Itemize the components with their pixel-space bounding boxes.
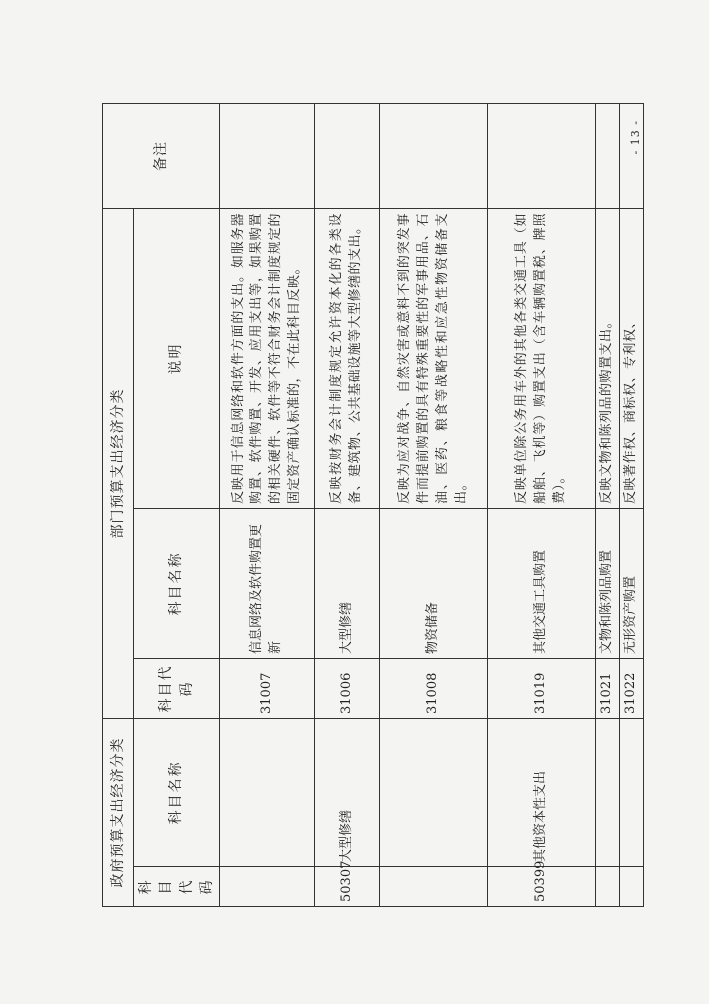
table-row [488, 104, 596, 907]
gov-name-cell [596, 719, 620, 867]
group-header-row [103, 104, 134, 907]
desc-cell: 反映按财务会计制度规定允许资本化的各类设备、建筑物、公共基础设施等大型修缮的支出。 [315, 209, 380, 509]
gov-name-cell: 大型修缮 [315, 719, 380, 867]
remark-cell [488, 104, 596, 209]
remark-header: 备注 [103, 104, 220, 209]
dept-name-cell: 物资储备 [380, 509, 488, 659]
gov-code-cell: 50307 [315, 867, 380, 907]
desc-header: 说明 [134, 209, 220, 509]
desc-cell: 反映为应对战争、自然灾害或意料不到的突发事件而提前购置的具有特殊重要性的军事用品、石油、医药、粮食等战略性和应急性物资储备支出。 [380, 209, 488, 509]
page-number: - 13 - [629, 120, 642, 155]
dept-name-header: 科目名称 [134, 509, 220, 659]
table-row [380, 104, 488, 907]
dept-code-cell: 31022 [620, 659, 644, 719]
dept-name-cell: 无形资产购置 [620, 509, 644, 659]
dept-code-cell: 31008 [380, 659, 488, 719]
dept-name-cell: 其他交通工具购置 [488, 509, 596, 659]
table-row [620, 104, 644, 907]
remark-cell [596, 104, 620, 209]
desc-cell: 反映用于信息网络和软件方面的支出。如服务器购置、软件购置、开发、应用支出等，如果购置的相关硬件、软件等不符合财务会计制度规定的固定资产确认标准的，不在此科目反映。 [220, 209, 315, 509]
gov-name-header: 科目名称 [134, 719, 220, 867]
desc-cell: 反映著作权、商标权、专利权、 [620, 209, 644, 509]
dept-code-cell: 31007 [220, 659, 315, 719]
column-header-row [134, 104, 220, 907]
dept-code-cell: 31019 [488, 659, 596, 719]
desc-cell: 反映单位除公务用车外的其他各类交通工具（如船舶、飞机等）购置支出（含车辆购置税、牌照费）。 [488, 209, 596, 509]
table-row [315, 104, 380, 907]
gov-code-cell [620, 867, 644, 907]
classification-table [102, 103, 644, 907]
gov-name-cell [220, 719, 315, 867]
gov-code-cell [380, 867, 488, 907]
dept-code-cell: 31021 [596, 659, 620, 719]
gov-name-cell: 其他资本性支出 [488, 719, 596, 867]
gov-code-cell: 50399 [488, 867, 596, 907]
table-row [596, 104, 620, 907]
dept-group-header: 部门预算支出经济分类 [103, 209, 134, 719]
gov-name-cell [620, 719, 644, 867]
desc-cell: 反映文物和陈列品的购置支出。 [596, 209, 620, 509]
table-row [220, 104, 315, 907]
gov-code-header: 科目代码 [134, 867, 220, 907]
remark-cell [620, 104, 644, 209]
remark-cell [220, 104, 315, 209]
dept-name-cell: 信息网络及软件购置更新 [220, 509, 315, 659]
dept-name-cell: 文物和陈列品购置 [596, 509, 620, 659]
gov-code-cell [220, 867, 315, 907]
dept-code-header: 科目代码 [134, 659, 220, 719]
remark-cell [315, 104, 380, 209]
dept-code-cell: 31006 [315, 659, 380, 719]
dept-name-cell: 大型修缮 [315, 509, 380, 659]
gov-group-header: 政府预算支出经济分类 [103, 719, 134, 907]
gov-code-cell [596, 867, 620, 907]
gov-name-cell [380, 719, 488, 867]
remark-cell [380, 104, 488, 209]
